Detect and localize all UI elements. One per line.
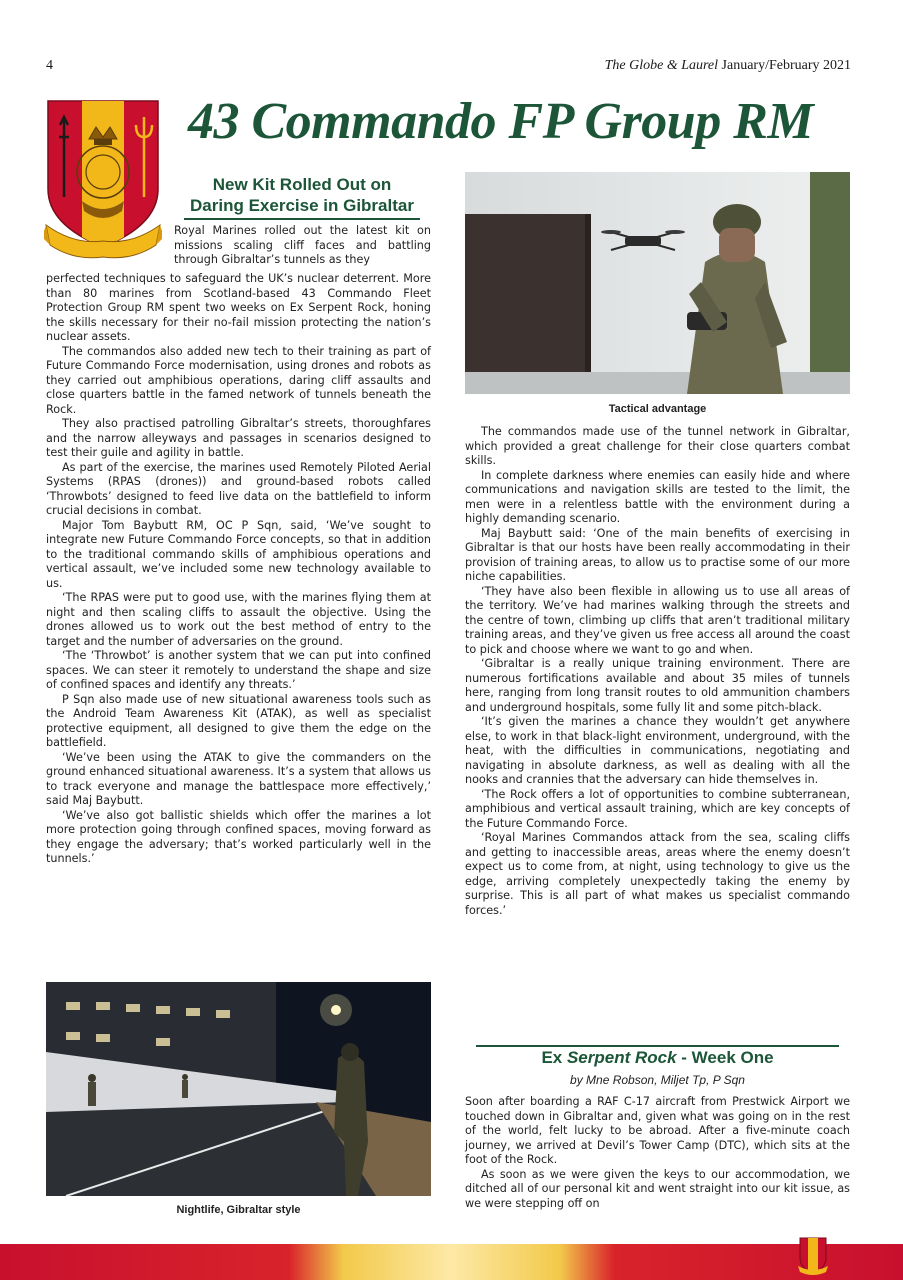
sidebar-byline: by Mne Robson, Miljet Tp, P Sqn (570, 1073, 745, 1087)
page-footer-band (0, 1244, 903, 1280)
photo-caption-nightlife: Nightlife, Gibraltar style (176, 1204, 301, 1216)
sidebar-title-suffix: - Week One (676, 1048, 774, 1067)
column-2-paragraph: ‘The Rock offers a lot of opportunities to combine subterranean, amphibious and vertical assault training, which are key concepts of the Future Commando Force. (465, 787, 850, 830)
column-2-paragraph: In complete darkness where enemies can easily hide and where communications and navigation skills are tested to the limit, the men were in a relentless battle with the environment during a highly demanding scenario. (465, 468, 850, 525)
column-1-paragraph: They also practised patrolling Gibraltar’s streets, thoroughfares and the narrow alleyways and passages in scenarios designed to test their guile and agility in battle. (46, 417, 431, 459)
photo-drone-operator (465, 172, 850, 394)
column-2-paragraph: ‘Gibraltar is a really unique training environment. There are numerous fortifications available and about 35 miles of tunnels here, ranging from long transit routes to old ammunition chambers and underground hospitals, some fully lit and some pitch-black. (465, 657, 850, 714)
subheading-line-2: Daring Exercise in Gibraltar (190, 196, 414, 215)
column-1-paragraph: ‘We’ve also got ballistic shields which offer the marines a lot more protection going through confined spaces, moving forward as they engage the adversary; that’s worked particularly well in the tunnels.’ (46, 808, 431, 865)
article-column-2 (465, 425, 850, 918)
sidebar-title-prefix: Ex (541, 1048, 567, 1067)
column-1-paragraph: ‘The ‘Throwbot’ is another system that we can put into confined spaces. We can steer it remotely to understand the shape and size of confined spaces and identify any threats.’ (46, 649, 431, 691)
column-1-paragraph: As part of the exercise, the marines used Remotely Piloted Aerial Systems (RPAS (drones)) and ground-based robots called ‘Throwbots’ designed to feed live data on the battlefield to inform crucial decisions in combat. (46, 460, 431, 517)
column-2-paragraph: ‘They have also been flexible in allowing us to use all areas of the territory. We’ve had marines walking through the streets and the centre of town, climbing up cliffs that aren’t traditional military training areas, and they’ve given us free access all around the coast to pick and choose where we want to go and when. (465, 584, 850, 656)
column-2-paragraph: The commandos made use of the tunnel network in Gibraltar, which provided a great challenge for their close quarters combat skills. (465, 425, 850, 467)
column-2-paragraph: Maj Baybutt said: ‘One of the main benefits of exercising in Gibraltar is that our hosts have been really accommodating in their provision of training areas, to allow us to practise some of our more niche capabilities. (465, 526, 850, 583)
magazine-name: The Globe & Laurel (604, 58, 719, 73)
article-intro (174, 224, 431, 268)
column-1-paragraph: Major Tom Baybutt RM, OC P Sqn, said, ‘We’ve sought to integrate new Future Commando Force concepts, so that in addition to the traditional commando skills of amphibious operations and vertical assault, we’ve included some new technology available to us. (46, 518, 431, 590)
photo-night-street (46, 982, 431, 1196)
article-title: 43 Commando FP Group RM (188, 93, 814, 150)
sidebar-title-italic: Serpent Rock (566, 1048, 677, 1067)
sidebar-title (465, 1048, 850, 1068)
column-1-paragraph: The commandos also added new tech to their training as part of Future Commando Force modernisation, using drones and robots as they carried out amphibious operations, daring cliff assaults and close quarters battle in the famed network of tunnels beneath the Rock. (46, 344, 431, 416)
page-number: 4 (46, 58, 53, 73)
footer-crest-icon (798, 1232, 828, 1276)
column-1-paragraph: P Sqn also made use of new situational awareness tools such as the Android Team Awareness Kit (ATAK), as well as specialist protective equipment, all designed to give them the edge on the battlefield. (46, 692, 431, 749)
column-1-paragraph: ‘We’ve been using the ATAK to give the commanders on the ground enhanced situational awareness. It’s a system that allows us to track everyone and manage the battlespace more effectively,’ said Maj Baybutt. (46, 750, 431, 807)
unit-crest-icon (44, 97, 162, 267)
article-subheading (172, 174, 432, 216)
magazine-issue (605, 58, 851, 74)
sidebar-body (465, 1095, 850, 1211)
sidebar-paragraph: Soon after boarding a RAF C-17 aircraft from Prestwick Airport we touched down in Gibraltar and, given what was going on in the rest of the world, felt lucky to be abroad. After a five-minute coach journey, we arrived at Devil’s Tower Camp (DTC), which sits at the foot of the Rock. (465, 1095, 850, 1166)
sidebar-paragraph: As soon as we were given the keys to our accommodation, we ditched all of our personal kit and went straight into our kit issue, as we were stepping off on (465, 1167, 850, 1210)
column-2-paragraph: ‘Royal Marines Commandos attack from the sea, scaling cliffs and getting to inaccessible areas, areas where the enemy doesn’t expect us to come from, at night, using technology to give us the edge, arriving completely unexpectedly taking the enemy by surprise. This is all part of what makes us specialist commando forces.’ (465, 831, 850, 917)
photo-caption-tactical: Tactical advantage (608, 403, 707, 415)
sidebar-top-rule (476, 1045, 839, 1047)
subheading-line-1: New Kit Rolled Out on (212, 175, 392, 194)
column-1-paragraph: ‘The RPAS were put to good use, with the marines flying them at night and then scaling cliffs to assault the objective. Using the drones allowed us to work out the best method of entry to the target and the number of adversaries on the ground. (46, 591, 431, 648)
column-2-paragraph: ‘It’s given the marines a chance they wouldn’t get anywhere else, to work in that black-light environment, underground, with the heat, with the difficulties in communications, negotiating and navigating in absolute darkness, as well as dealing with all the nooks and crannies that the adversary can hide themselves in. (465, 715, 850, 786)
article-column-1 (46, 272, 431, 867)
column-1-paragraph: perfected techniques to safeguard the UK’s nuclear deterrent. More than 80 marines from Scotland-based 43 Commando Fleet Protection Group RM spent two weeks on Ex Serpent Rock, honing the skills necessary for their no-fail mission protecting the nation’s nuclear assets. (46, 272, 431, 343)
issue-date: January/February 2021 (721, 58, 851, 73)
intro-paragraph: Royal Marines rolled out the latest kit on missions scaling cliff faces and battling through Gibraltar’s tunnels as they (174, 224, 431, 266)
subheading-rule (184, 218, 420, 220)
